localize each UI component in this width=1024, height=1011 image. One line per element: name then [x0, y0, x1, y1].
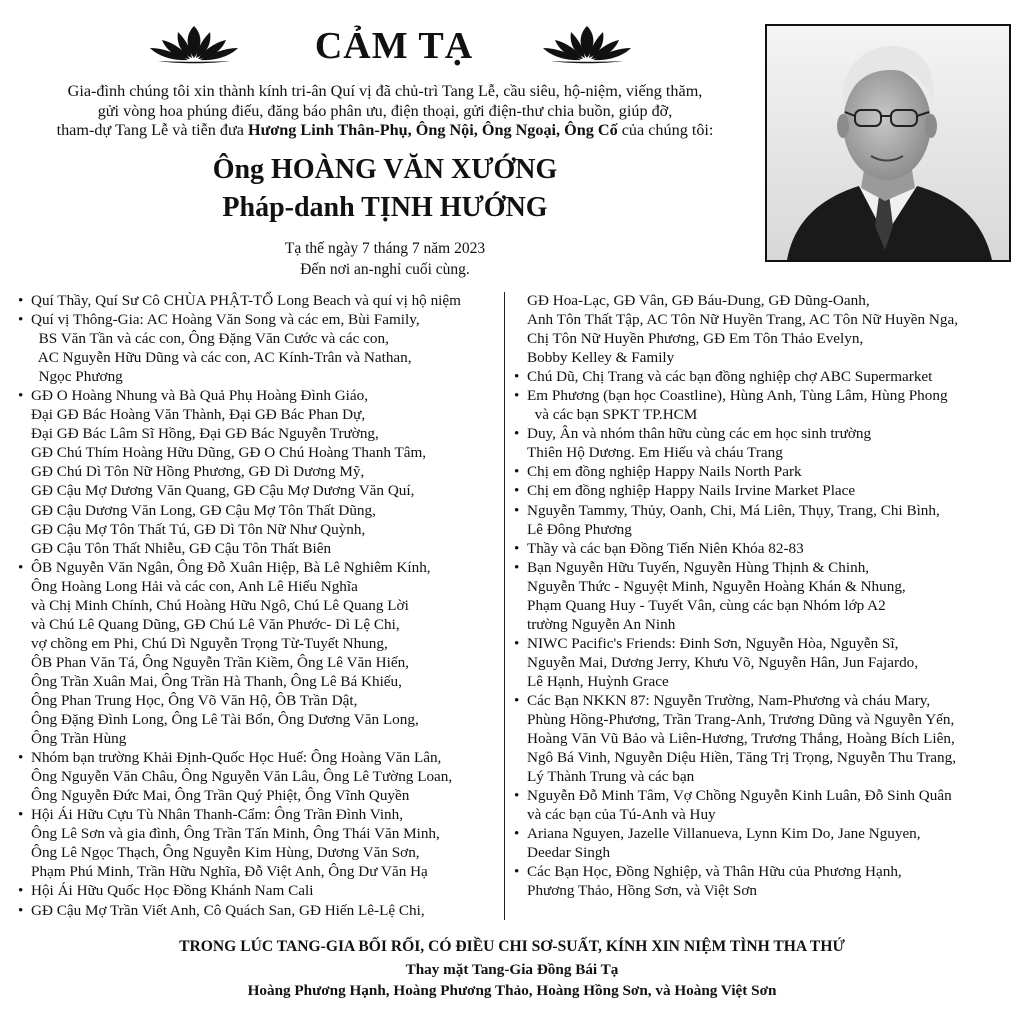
bullet-icon: • [18, 882, 24, 900]
list-item-line: Lê Đông Phương [527, 520, 632, 538]
list-item-line: Đại GĐ Bác Lâm Sĩ Hồng, Đại GĐ Bác Nguyễn Trường, [31, 425, 379, 443]
list-item [18, 386, 508, 557]
list-item-line: và Chú Lê Quang Dũng, GĐ Chú Lê Văn Phước- Dì Lệ Chi, [31, 615, 400, 633]
bullet-icon: • [18, 806, 24, 824]
bullet-icon: • [514, 482, 520, 500]
list-item-line: GĐ Cậu Mợ Trần Viết Anh, Cô Quách San, GĐ Hiến Lê-Lệ Chi, [31, 901, 425, 919]
list-item-line: GĐ Cậu Mợ Tôn Thất Tú, GĐ Dì Tôn Nữ Như Quỳnh, [31, 520, 366, 538]
bullet-icon: • [18, 901, 24, 919]
list-item-line: Quí vị Thông-Gia: AC Hoàng Văn Song và các em, Bùi Family, [31, 311, 420, 329]
page-title: CẢM TẠ [314, 25, 474, 67]
deceased-name: Ông HOÀNG VĂN XƯỚNG [212, 154, 558, 185]
list-item-line: GĐ Hoa-Lạc, GĐ Vân, GĐ Báu-Dung, GĐ Dũng-Oanh, [527, 292, 870, 309]
list-item-line: Anh Tôn Thất Tập, AC Tôn Nữ Huyền Trang, AC Tôn Nữ Huyền Nga, [527, 311, 959, 329]
list-item-line: Ông Hoàng Long Hải và các con, Anh Lê Hiếu Nghĩa [31, 577, 358, 595]
list-item-line: và các bạn của Tú-Anh và Huy [527, 806, 716, 824]
list-item-line: Deedar Singh [527, 844, 611, 862]
dharma-name: Pháp-danh TỊNH HƯỚNG [222, 192, 548, 223]
bullet-icon: • [514, 425, 520, 443]
list-item-line: GĐ Chú Dì Tôn Nữ Hồng Phương, GĐ Dì Dương Mỹ, [31, 463, 365, 481]
list-item-line: GĐ Cậu Mợ Dương Văn Quang, GĐ Cậu Mợ Dương Văn Quí, [31, 482, 415, 500]
bullet-icon: • [514, 539, 520, 557]
list-item-line: Ông Đặng Đình Long, Ông Lê Tài Bổn, Ông Dương Văn Long, [31, 711, 419, 729]
list-item [514, 386, 1014, 424]
list-item-line: Hoàng Văn Vũ Bảo và Liên-Hương, Trương Thắng, Hoàng Bích Liên, [527, 730, 955, 748]
list-item-line: BS Văn Tần và các con, Ông Đặng Văn Cước và các con, [31, 330, 389, 348]
list-item [514, 291, 1014, 367]
list-item [514, 367, 1014, 386]
list-item-line: Hội Ái Hữu Quốc Học Đồng Khánh Nam Cali [31, 882, 314, 900]
list-item-line: Chị em đồng nghiệp Happy Nails Irvine Market Place [527, 482, 856, 500]
bullet-icon: • [18, 749, 24, 767]
list-item [514, 862, 1014, 900]
list-item [18, 748, 508, 805]
list-item-line: Ông Trần Hùng [31, 730, 127, 748]
lotus-icon-left [148, 24, 240, 64]
intro-text: của chúng tôi: [617, 121, 714, 139]
list-item-line: Nguyễn Mai, Dương Jerry, Khưu Võ, Nguyễn Hân, Jun Fajardo, [527, 653, 919, 671]
list-item-line: Ngọc Phương [31, 368, 123, 386]
intro-line [15, 121, 755, 141]
list-item-line: Bạn Nguyễn Hữu Tuyến, Nguyễn Hùng Thịnh & Chinh, [527, 558, 870, 576]
list-item-line: Nguyễn Tammy, Thủy, Oanh, Chi, Má Liên, Thụy, Trang, Chi Bình, [527, 501, 940, 519]
bullet-icon: • [514, 558, 520, 576]
intro-text: Gia-đình chúng tôi xin thành kính tri-ân Quí vị đã chủ-trì Tang Lễ, cầu siêu, hộ-niệm, viếng thăm, [67, 82, 703, 100]
list-item [18, 901, 508, 920]
list-item-line: Thiên Hộ Dương. Em Hiếu và cháu Trang [527, 444, 783, 462]
list-item-line: Bobby Kelley & Family [527, 349, 675, 367]
list-item [514, 481, 1014, 500]
list-item-line: Chú Dũ, Chị Trang và các bạn đồng nghiệp chợ ABC Supermarket [527, 368, 933, 386]
list-item-line: Em Phương (bạn học Coastline), Hùng Anh, Tùng Lâm, Hùng Phong [527, 387, 948, 405]
list-item-line: Phùng Hồng-Phương, Trần Trang-Anh, Trương Dũng và Nguyễn Yến, [527, 711, 955, 729]
bullet-icon: • [514, 463, 520, 481]
passing-date [150, 238, 620, 280]
list-item [514, 691, 1014, 786]
passing-date-line: Tạ thế ngày 7 tháng 7 năm 2023 [284, 240, 486, 257]
list-item-line: và Chị Minh Chính, Chú Hoàng Hữu Ngô, Chú Lê Quang Lời [31, 596, 409, 614]
list-item-line: Chị em đồng nghiệp Happy Nails North Park [527, 463, 802, 481]
bullet-icon: • [514, 387, 520, 405]
list-item-line: Quí Thầy, Quí Sư Cô CHÙA PHẬT-TỔ Long Beach và quí vị hộ niệm [31, 292, 461, 309]
bullet-icon: • [514, 825, 520, 843]
list-item-line: Ông Lê Sơn và gia đình, Ông Trần Tấn Minh, Ông Thái Văn Minh, [31, 825, 440, 843]
list-item-line: Ông Nguyễn Đức Mai, Ông Trần Quý Phiệt, Ông Vĩnh Quyền [31, 787, 410, 805]
list-item-line: NIWC Pacific's Friends: Đinh Sơn, Nguyễn Hòa, Nguyễn Sĩ, [527, 634, 899, 652]
list-item-line: vợ chồng em Phi, Chú Dì Nguyễn Trọng Từ-Tuyết Nhung, [31, 634, 388, 652]
list-item [514, 424, 1014, 462]
resting-line: Đến nơi an-nghỉ cuối cùng. [300, 261, 470, 278]
left-column [18, 291, 508, 920]
list-item-line: Phạm Quang Huy - Tuyết Vân, cùng các bạn Nhóm lớp A2 [527, 596, 886, 614]
intro-paragraph [15, 82, 755, 141]
list-item-line: Ariana Nguyen, Jazelle Villanueva, Lynn Kim Do, Jane Nguyen, [527, 825, 921, 843]
list-item [514, 462, 1014, 481]
list-item-line: Ông Phan Trung Học, Ông Võ Văn Hộ, ÔB Trần Dật, [31, 691, 358, 709]
list-item [514, 786, 1014, 824]
list-item [18, 310, 508, 386]
list-item-line: trường Nguyễn An Ninh [527, 615, 676, 633]
list-item-line: GĐ Cậu Dương Văn Long, GĐ Cậu Mợ Tôn Thất Dũng, [31, 501, 376, 519]
bullet-icon: • [18, 292, 24, 309]
list-item-line: Thầy và các bạn Đồng Tiến Niên Khóa 82-83 [527, 539, 804, 557]
on-behalf-line: Thay mặt Tang-Gia Đồng Bái Tạ [405, 961, 619, 978]
list-item [18, 291, 508, 310]
bullet-icon: • [514, 368, 520, 386]
bullet-icon: • [514, 501, 520, 519]
list-item-line: Nguyễn Thức - Nguyệt Minh, Nguyễn Hoàng Khán & Nhung, [527, 577, 906, 595]
list-item-line: GĐ Cậu Tôn Thất Nhiễu, GĐ Cậu Tôn Thất Biên [31, 539, 332, 557]
list-item [18, 881, 508, 900]
portrait-photo [765, 24, 1011, 262]
list-item [18, 805, 508, 881]
bullet-icon: • [18, 311, 24, 329]
list-item [18, 558, 508, 748]
list-item [514, 501, 1014, 539]
apology-line: TRONG LÚC TANG-GIA BỐI RỐI, CÓ ĐIỀU CHI SƠ-SUẤT, KÍNH XIN NIỆM TÌNH THA THỨ [179, 938, 845, 955]
bullet-icon: • [18, 558, 24, 576]
list-item-line: AC Nguyễn Hữu Dũng và các con, AC Kính-Trân và Nathan, [31, 349, 412, 367]
list-item-line: Ngô Bá Vinh, Nguyễn Diệu Hiền, Tăng Trị Trọng, Nguyễn Thu Trang, [527, 749, 957, 767]
bullet-icon: • [514, 787, 520, 805]
list-item-line: Đại GĐ Bác Hoàng Văn Thành, Đại GĐ Bác Phan Dự, [31, 406, 366, 424]
list-item-line: và các bạn SPKT TP.HCM [527, 406, 698, 424]
intro-line [15, 102, 755, 122]
list-item-line: Duy, Ân và nhóm thân hữu cùng các em học sinh trường [527, 425, 872, 443]
list-item-line: GĐ O Hoàng Nhung và Bà Quả Phụ Hoàng Đình Giáo, [31, 387, 369, 405]
family-signatures: Hoàng Phương Hạnh, Hoàng Phương Thảo, Hoàng Hồng Sơn, và Hoàng Việt Sơn [247, 982, 777, 999]
list-item-line: GĐ Chú Thím Hoàng Hữu Dũng, GĐ O Chú Hoàng Thanh Tâm, [31, 444, 427, 462]
bullet-icon: • [18, 387, 24, 405]
list-item-line: Ông Nguyễn Văn Châu, Ông Nguyễn Văn Lâu, Ông Lê Tường Loan, [31, 768, 453, 786]
list-item [514, 539, 1014, 558]
list-item-line: Lý Thành Trung và các bạn [527, 768, 695, 786]
intro-text: tham-dự Tang Lễ và tiễn đưa [56, 121, 248, 139]
list-item-line: Hội Ái Hữu Cựu Tù Nhân Thanh-Cẩm: Ông Trần Đình Vinh, [31, 806, 404, 824]
list-item-line: Chị Tôn Nữ Huyền Phương, GĐ Em Tôn Thảo Evelyn, [527, 330, 864, 348]
list-item-line: ÔB Phan Văn Tá, Ông Nguyễn Trần Kiềm, Ông Lê Văn Hiến, [31, 653, 409, 671]
intro-emphasis: Hương Linh Thân-Phụ, Ông Nội, Ông Ngoại, Ông Cố [248, 121, 618, 139]
list-item-line: Các Bạn NKKN 87: Nguyễn Trường, Nam-Phương và cháu Mary, [527, 691, 931, 709]
list-item-line: Phạm Phú Minh, Trần Hữu Nghĩa, Đỗ Việt Anh, Ông Dư Văn Hạ [31, 863, 428, 881]
list-item-line: Nhóm bạn trường Khải Định-Quốc Học Huế: Ông Hoàng Văn Lân, [31, 749, 442, 767]
list-item-line: Lê Hạnh, Huỳnh Grace [527, 672, 669, 690]
list-item [514, 558, 1014, 634]
intro-line [15, 82, 755, 102]
bullet-icon: • [514, 691, 520, 709]
bullet-icon: • [514, 634, 520, 652]
list-item-line: Ông Trần Xuân Mai, Ông Trần Hà Thanh, Ông Lê Bá Khiếu, [31, 672, 402, 690]
list-item [514, 634, 1014, 691]
list-item-line: Ông Lê Ngọc Thạch, Ông Nguyễn Kim Hùng, Dương Văn Sơn, [31, 844, 420, 862]
list-item-line: Nguyễn Đỗ Minh Tâm, Vợ Chồng Nguyễn Kinh Luân, Đỗ Sinh Quân [527, 787, 952, 805]
list-item-line: ÔB Nguyễn Văn Ngân, Ông Đỗ Xuân Hiệp, Bà Lê Nghiêm Kính, [31, 558, 431, 576]
intro-text: gửi vòng hoa phúng điếu, đăng báo phân ưu, điện thoại, gửi điện-thư chia buồn, giúp đỡ, [97, 101, 673, 120]
right-column [514, 291, 1014, 901]
bullet-icon: • [514, 863, 520, 881]
list-item-line: Các Bạn Học, Đồng Nghiệp, và Thân Hữu của Phương Hạnh, [527, 863, 902, 881]
list-item [514, 824, 1014, 862]
list-item-line: Phương Thảo, Hồng Sơn, và Việt Sơn [527, 882, 757, 900]
